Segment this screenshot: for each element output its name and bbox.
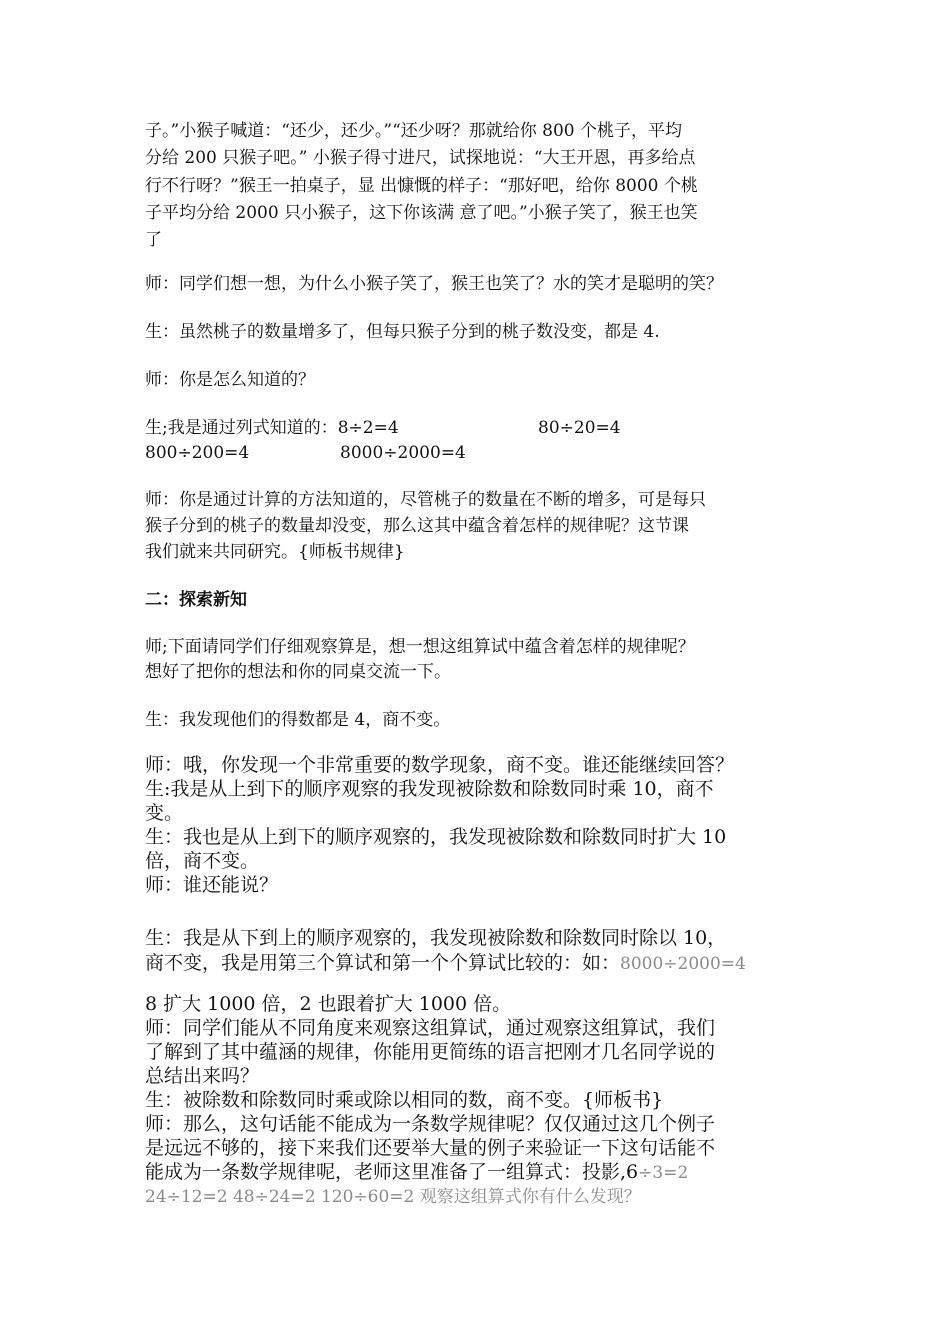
dialogue-line-16-text: 能成为一条数学规律呢，老师这里准备了一组算式：投影,6 — [145, 1161, 639, 1183]
dialogue-line-2: 生:我是从上到下的顺序观察的我发现被除数和除数同时乘 10，商不 — [145, 778, 714, 800]
story-line-2: 分给 200 只猴子吧。” 小猴子得寸进尺，试探地说：“大王开恩，再多给点 — [145, 148, 696, 168]
projection-equation-1: ÷3=2 — [638, 1163, 689, 1183]
dialogue-line-3: 变。 — [145, 802, 184, 824]
equation-3: 800÷200=4 — [145, 443, 250, 463]
dialogue-line-8-text: 商不变，我是用第三个算试和第一个个算试比较的：如： — [145, 952, 621, 974]
student-discovery: 生：我发现他们的得数都是 4，商不变。 — [145, 710, 451, 730]
dialogue-line-1: 师：哦，你发现一个非常重要的数学现象，商不变。谁还能继续回答？ — [145, 754, 735, 776]
teacher-summary-line-1: 师：你是通过计算的方法知道的，尽管桃子的数量在不断的增多，可是每只 — [145, 490, 706, 510]
dialogue-line-9: 8 扩大 1000 倍，2 也跟着扩大 1000 倍。 — [145, 993, 512, 1015]
section-heading: 二：探索新知 — [145, 590, 247, 610]
dialogue-line-16 — [145, 1160, 688, 1185]
projection-equations: 24÷12=2 48÷24=2 120÷60=2 观察这组算式你有什么发现？ — [145, 1187, 641, 1207]
story-line-1: 子。”小猴子喊道：“还少，还少。”“还少呀？那就给你 800 个桃子，平均 — [145, 121, 683, 141]
highlighted-equation: 8000÷2000=4 — [620, 954, 746, 974]
dialogue-line-11: 了解到了其中蕴涵的规律，你能用更简练的语言把刚才几名同学说的 — [145, 1041, 716, 1063]
student-answer-1: 生：虽然桃子的数量增多了，但每只猴子分到的桃子数没变，都是 4. — [145, 322, 660, 342]
story-line-4: 子平均分给 2000 只小猴子，这下你该满 意了吧。”小猴子笑了，猴王也笑 — [145, 203, 698, 223]
dialogue-line-4: 生：我也是从上到下的顺序观察的，我发现被除数和除数同时扩大 10 — [145, 826, 727, 848]
dialogue-line-10: 师：同学们能从不同角度来观察这组算试，通过观察这组算试，我们 — [145, 1017, 716, 1039]
teacher-instruction-line-2: 想好了把你的想法和你的同桌交流一下。 — [145, 662, 451, 682]
teacher-summary-line-3: 我们就来共同研究。{师板书规律} — [145, 542, 405, 562]
dialogue-line-7: 生：我是从下到上的顺序观察的，我发现被除数和除数同时除以 10， — [145, 927, 727, 949]
dialogue-line-5: 倍，商不变。 — [145, 850, 260, 872]
story-line-3: 行不行呀？”猴王一拍桌子，显 出慷慨的样子：“那好吧，给你 8000 个桃 — [145, 176, 698, 196]
teacher-question-1: 师：同学们想一想，为什么小猴子笑了，猴王也笑了？水的笑才是聪明的笑？ — [145, 274, 723, 294]
equation-2: 80÷20=4 — [538, 418, 621, 438]
teacher-instruction-line-1: 师;下面请同学们仔细观察算是，想一想这组算试中蕴含着怎样的规律呢？ — [145, 637, 695, 657]
equation-4: 8000÷2000=4 — [340, 443, 466, 463]
dialogue-line-14: 师：那么，这句话能不能成为一条数学规律呢？仅仅通过这几个例子 — [145, 1113, 716, 1135]
teacher-summary-line-2: 猴子分到的桃子的数量却没变，那么这其中蕴含着怎样的规律呢？这节课 — [145, 516, 689, 536]
story-line-5: 了 — [145, 230, 162, 250]
teacher-question-2: 师：你是怎么知道的？ — [145, 370, 315, 390]
dialogue-line-13: 生：被除数和除数同时乘或除以相同的数，商不变。{师板书} — [145, 1089, 664, 1111]
dialogue-line-15: 是远远不够的，接下来我们还要举大量的例子来验证一下这句话能不 — [145, 1137, 716, 1159]
student-answer-2 — [145, 417, 399, 440]
dialogue-line-6: 师：谁还能说？ — [145, 874, 279, 896]
equation-1: 生;我是通过列式知道的：8÷2=4 — [145, 418, 399, 438]
dialogue-line-8 — [145, 951, 746, 976]
dialogue-line-12: 总结出来吗？ — [145, 1065, 260, 1087]
